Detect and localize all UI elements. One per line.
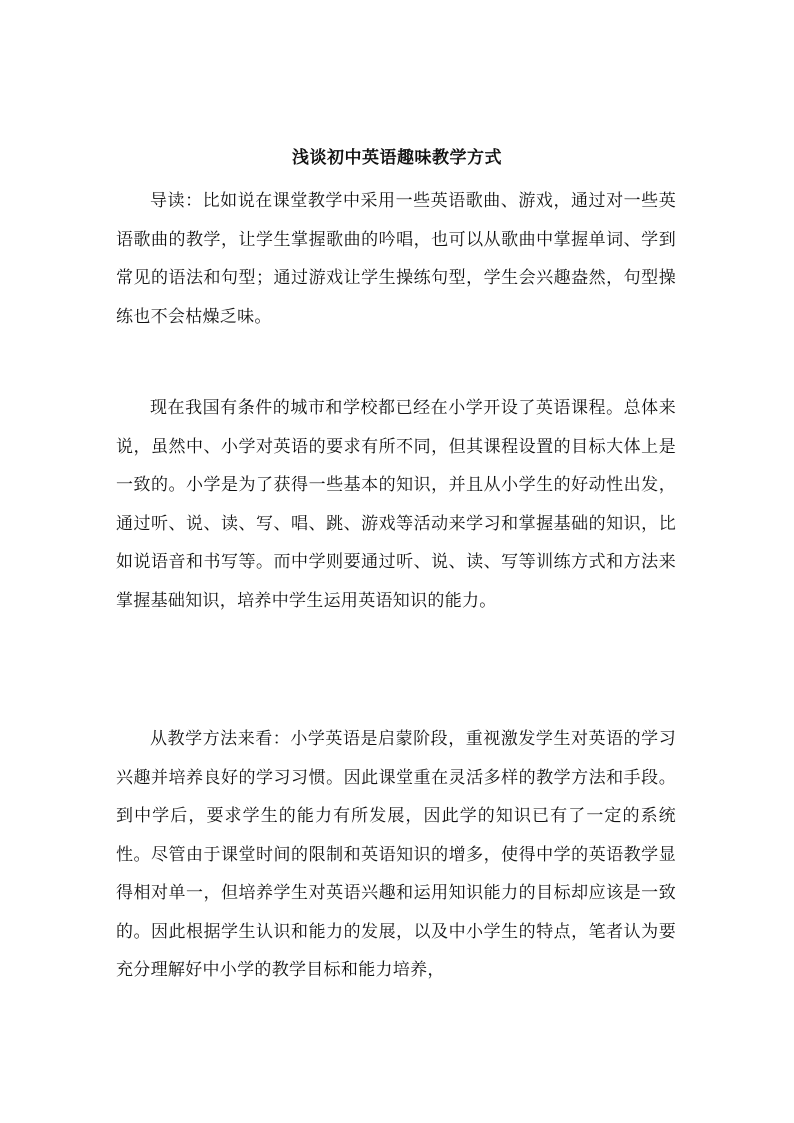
document-title: 浅谈初中英语趣味教学方式 — [292, 148, 502, 168]
paragraph-teaching-methods: 从教学方法来看：小学英语是启蒙阶段，重视激发学生对英语的学习兴趣并培养良好的学习习惯。因此课堂重在灵活多样的教学方法和手段。到中学后，要求学生的能力有所发展，因此学的知识已有了一定的系统性。尽管由于课堂时间的限制和英语知识的增多，使得中学的英语教学显得相对单一，但培养学生对英语兴趣和运用知识能力的目标却应该是一致的。因此根据学生认识和能力的发展，以及中小学生的特点，笔者认为要充分理解好中小学的教学目标和能力培养， — [116, 729, 676, 980]
paragraph-curriculum: 现在我国有条件的城市和学校都已经在小学开设了英语课程。总体来说，虽然中、小学对英语的要求有所不同，但其课程设置的目标大体上是一致的。小学是为了获得一些基本的知识，并且从小学生的好动性出发，通过听、说、读、写、唱、跳、游戏等活动来学习和掌握基础的知识，比如说语音和书写等。而中学则要通过听、说、读、写等训练方式和方法来掌握基础知识，培养中学生运用英语知识的能力。 — [116, 398, 676, 611]
paragraph-intro: 导读：比如说在课堂教学中采用一些英语歌曲、游戏，通过对一些英语歌曲的教学，让学生掌握歌曲的吟唱，也可以从歌曲中掌握单词、学到常见的语法和句型；通过游戏让学生操练句型，学生会兴趣盎然，句型操练也不会枯燥乏味。 — [116, 191, 676, 327]
